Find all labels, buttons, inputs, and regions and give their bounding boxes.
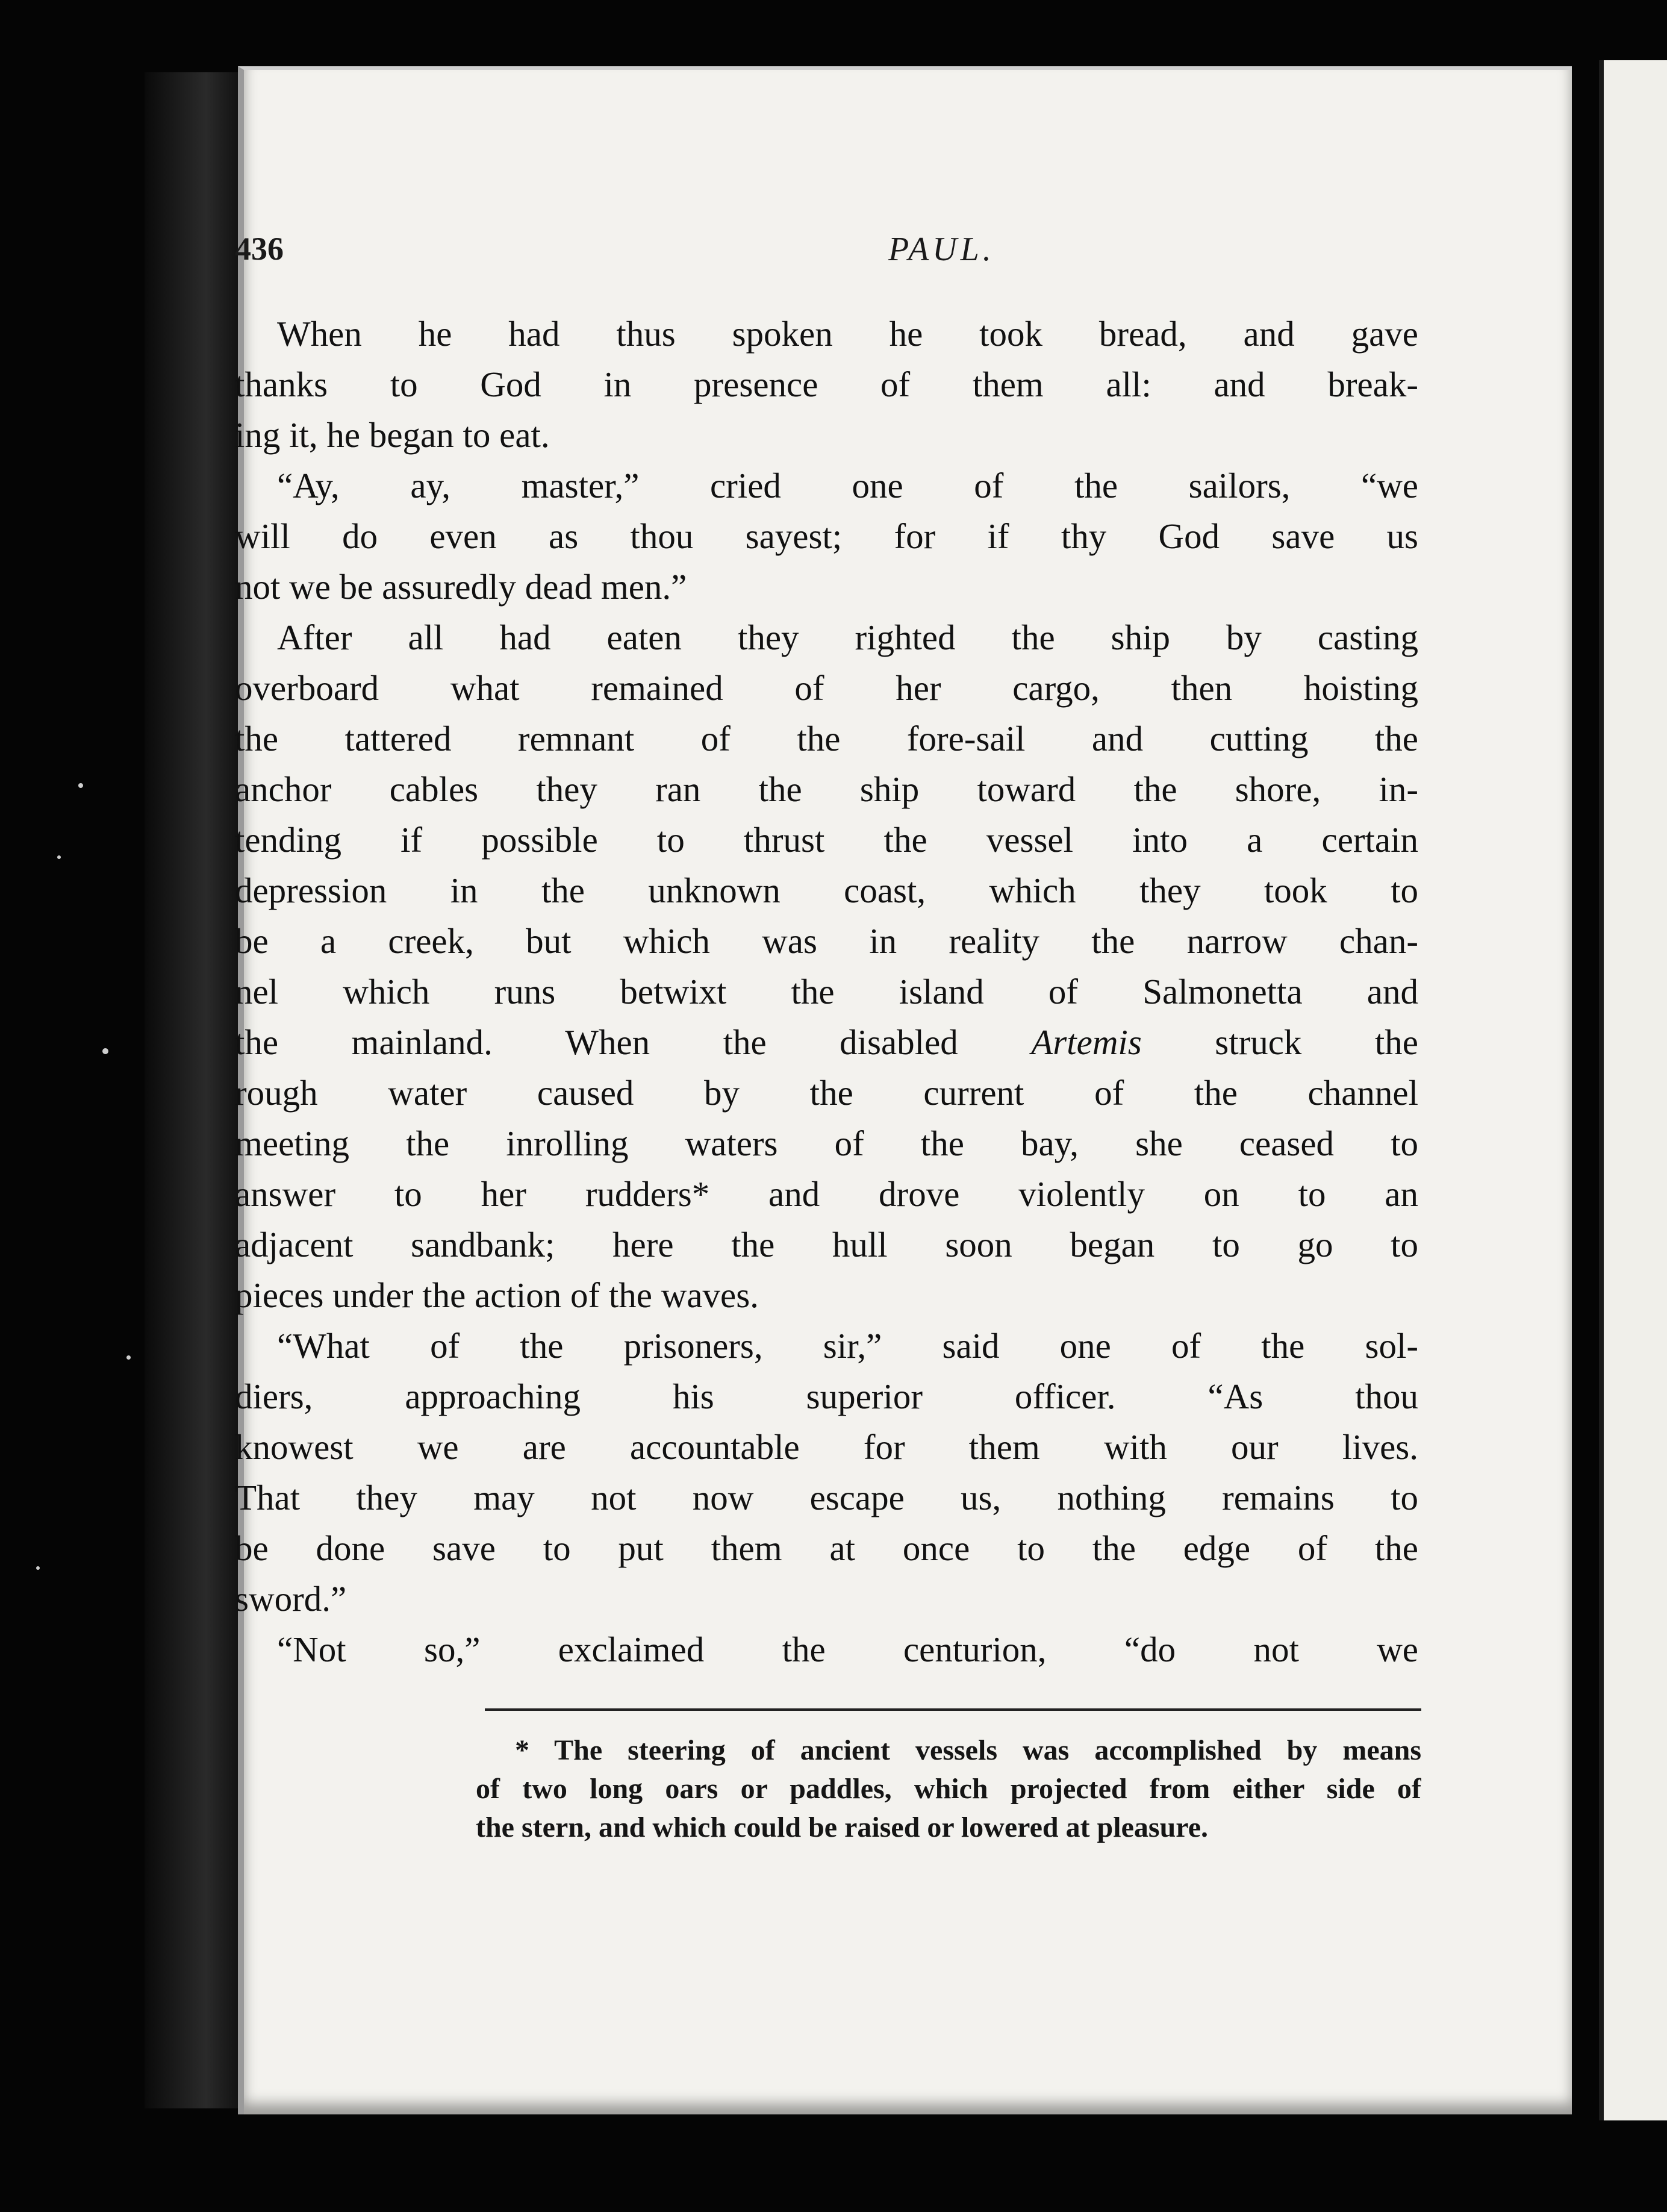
text-line: pieces under the action of the waves. bbox=[235, 1275, 759, 1315]
text-line: knowest we are accountable for them with our lives. bbox=[235, 1427, 1418, 1467]
text-line: “What of the prisoners, sir,” said one of the sol- bbox=[277, 1326, 1418, 1366]
text-line: rough water caused by the current of the channel bbox=[235, 1073, 1418, 1113]
text-line: After all had eaten they righted the ship by casting bbox=[277, 617, 1418, 657]
text-line: be a creek, but which was in reality the narrow chan- bbox=[235, 921, 1418, 961]
text-line: That they may not now escape us, nothing remains to bbox=[235, 1478, 1418, 1517]
dust-speck bbox=[57, 855, 61, 859]
text-line: adjacent sandbank; here the hull soon began to go to bbox=[235, 1225, 1418, 1264]
dust-speck bbox=[36, 1566, 40, 1570]
text-line: meeting the inrolling waters of the bay, she ceased to bbox=[235, 1123, 1418, 1163]
text-line: “Ay, ay, master,” cried one of the sailors, “we bbox=[277, 466, 1418, 505]
page-header bbox=[235, 230, 1418, 272]
footnote-line: of two long oars or paddles, which projected from either side of bbox=[476, 1773, 1421, 1805]
dust-speck bbox=[102, 1048, 108, 1054]
text-line: answer to her rudders* and drove violently on to an bbox=[235, 1174, 1418, 1214]
text-line: depression in the unknown coast, which they took to bbox=[235, 870, 1418, 910]
text-line: will do even as thou sayest; for if thy God save us bbox=[235, 516, 1418, 556]
text-line: be done save to put them at once to the edge of the bbox=[235, 1528, 1418, 1568]
page-number: 436 bbox=[235, 231, 284, 267]
dust-speck bbox=[78, 783, 83, 788]
text-line: When he had thus spoken he took bread, and gave bbox=[277, 314, 1418, 354]
footnote-line: the stern, and which could be raised or lowered at pleasure. bbox=[476, 1811, 1209, 1843]
footnote-line: * The steering of ancient vessels was accomplished by means bbox=[515, 1734, 1421, 1766]
text-line: not we be assuredly dead men.” bbox=[235, 567, 687, 607]
text-line: thanks to God in presence of them all: and break- bbox=[235, 364, 1418, 404]
book-spine bbox=[145, 72, 247, 2108]
text-line: the tattered remnant of the fore-sail and cutting the bbox=[235, 719, 1418, 758]
text-line: overboard what remained of her cargo, then hoisting bbox=[235, 668, 1418, 708]
text-line: sword.” bbox=[235, 1579, 347, 1619]
text-line: ing it, he began to eat. bbox=[235, 415, 550, 455]
footnote-rule bbox=[485, 1708, 1421, 1711]
text-line: “Not so,” exclaimed the centurion, “do not we bbox=[277, 1629, 1418, 1669]
text-line: nel which runs betwixt the island of Salmonetta and bbox=[235, 972, 1418, 1011]
text-line: the mainland. When the disabled Artemis struck the bbox=[235, 1022, 1418, 1062]
dust-speck bbox=[126, 1355, 131, 1360]
text-line: tending if possible to thrust the vessel into a certain bbox=[235, 820, 1418, 860]
text-line: diers, approaching his superior officer. “As thou bbox=[235, 1376, 1418, 1416]
footnote bbox=[476, 1731, 1421, 1847]
running-head: PAUL. bbox=[888, 231, 995, 268]
body-text bbox=[235, 308, 1418, 1675]
text-line: anchor cables they ran the ship toward the shore, in- bbox=[235, 769, 1418, 809]
next-page-edge bbox=[1599, 60, 1667, 2120]
